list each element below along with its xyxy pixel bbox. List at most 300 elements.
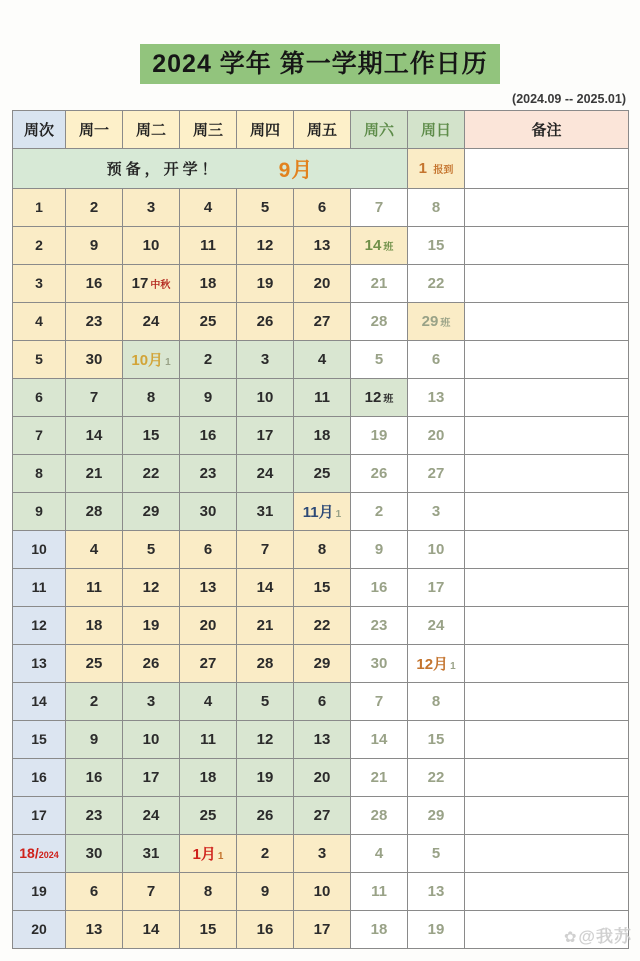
date-range-label: (2024.09 -- 2025.01) [512, 92, 626, 106]
day-cell-text: 9 [203, 388, 213, 406]
day-cell-text: 11 [200, 730, 216, 748]
week-number-cell [13, 303, 66, 341]
day-cell-text: 9 [374, 540, 384, 558]
day-cell [294, 417, 351, 455]
week-number-cell-text: 7 [35, 426, 43, 443]
calendar-week-row [13, 607, 629, 645]
watermark [564, 922, 632, 947]
day-cell-text: 8 [431, 198, 441, 216]
day-cell-text: 13 [313, 730, 331, 748]
page-header [0, 44, 640, 84]
week-number-cell [13, 341, 66, 379]
september-banner-cell [13, 149, 408, 189]
day-cell-text: 29 [421, 312, 439, 330]
day-cell [294, 721, 351, 759]
day-cell [66, 835, 123, 873]
week-number-cell [13, 873, 66, 911]
day-cell [408, 797, 465, 835]
day-cell-tag: 班 [383, 241, 394, 253]
day-cell [351, 531, 408, 569]
day-cell [180, 417, 237, 455]
day-cell [408, 265, 465, 303]
calendar-week-row [13, 873, 629, 911]
report-day-number: 1 [418, 159, 427, 177]
day-cell [408, 835, 465, 873]
remark-cell [465, 265, 629, 303]
day-cell [66, 759, 123, 797]
day-cell-text: 30 [370, 654, 388, 672]
day-cell-text: 21 [85, 464, 103, 482]
day-cell [408, 341, 465, 379]
day-cell-text: 22 [313, 616, 331, 634]
day-cell-text: 12 [256, 236, 274, 254]
day-cell-text: 11 [314, 388, 330, 406]
day-cell-text: 15 [427, 236, 445, 254]
day-cell [237, 379, 294, 417]
day-cell-text: 22 [142, 464, 160, 482]
day-cell [351, 759, 408, 797]
day-cell-text: 12 [364, 388, 382, 406]
calendar-week-row [13, 835, 629, 873]
day-cell-text: 19 [370, 426, 388, 444]
day-cell [237, 303, 294, 341]
calendar-week-row [13, 455, 629, 493]
day-cell [408, 379, 465, 417]
day-cell [237, 341, 294, 379]
day-cell-text: 4 [203, 198, 213, 216]
day-cell [180, 379, 237, 417]
week-number-cell-text: 12 [31, 616, 47, 633]
day-cell [408, 569, 465, 607]
day-cell-text: 24 [142, 312, 160, 330]
day-cell [351, 341, 408, 379]
day-cell-text: 30 [85, 350, 103, 368]
calendar-week-row [13, 303, 629, 341]
day-cell-text: 26 [142, 654, 160, 672]
day-cell [66, 911, 123, 949]
day-cell-text: 5 [374, 350, 384, 368]
header-saturday: 周六 [351, 111, 408, 149]
day-cell [408, 607, 465, 645]
day-cell [351, 645, 408, 683]
day-cell [123, 341, 180, 379]
week-number-cell [13, 721, 66, 759]
calendar-week-row [13, 417, 629, 455]
day-cell [237, 835, 294, 873]
week-number-cell-text: 13 [31, 654, 47, 671]
day-cell-text: 19 [142, 616, 160, 634]
day-cell [351, 797, 408, 835]
day-cell [180, 721, 237, 759]
day-cell [66, 189, 123, 227]
day-cell [408, 759, 465, 797]
day-cell-text: 26 [256, 312, 274, 330]
day-cell [66, 493, 123, 531]
day-cell [237, 569, 294, 607]
day-cell-text: 27 [199, 654, 217, 672]
day-cell-text: 2 [374, 502, 384, 520]
week-number-cell [13, 531, 66, 569]
day-cell [294, 569, 351, 607]
day-cell [123, 683, 180, 721]
week-number-cell [13, 683, 66, 721]
header-tuesday: 周二 [123, 111, 180, 149]
day-cell [351, 721, 408, 759]
page-title: 2024 学年 第一学期工作日历 [140, 44, 500, 84]
day-cell-text: 6 [317, 198, 327, 216]
day-cell-text: 20 [313, 768, 331, 786]
day-cell-text: 27 [427, 464, 445, 482]
day-cell-text: 17 [131, 274, 149, 292]
day-cell-text: 21 [370, 274, 388, 292]
day-cell [294, 607, 351, 645]
day-cell-text: 12 [256, 730, 274, 748]
day-cell [351, 379, 408, 417]
day-cell-text: 19 [256, 768, 274, 786]
day-cell-text: 5 [431, 844, 441, 862]
day-cell-text: 14 [256, 578, 274, 596]
day-cell-text: 13 [427, 388, 445, 406]
day-cell-text: 3 [431, 502, 441, 520]
day-cell [294, 911, 351, 949]
week-number-cell-text: 18/ [19, 844, 39, 861]
day-cell [66, 455, 123, 493]
week-number-cell-text: 11 [31, 578, 47, 595]
day-cell [408, 455, 465, 493]
day-cell-text: 15 [199, 920, 217, 938]
day-cell [408, 721, 465, 759]
day-cell [66, 303, 123, 341]
remark-cell [465, 569, 629, 607]
day-cell-text: 7 [89, 388, 99, 406]
day-cell-text: 2 [89, 692, 99, 710]
header-remark: 备注 [465, 111, 629, 149]
day-cell-text: 28 [370, 806, 388, 824]
day-cell-text: 1月 [192, 846, 216, 863]
day-cell-text: 25 [199, 806, 217, 824]
day-cell-text: 4 [317, 350, 327, 368]
day-cell-text: 3 [146, 198, 156, 216]
day-cell-text: 8 [317, 540, 327, 558]
day-cell-text: 23 [370, 616, 388, 634]
day-cell-text: 25 [313, 464, 331, 482]
day-cell-text: 7 [260, 540, 270, 558]
day-cell-text: 4 [203, 692, 213, 710]
day-cell-text: 14 [85, 426, 103, 444]
day-cell-text: 10 [142, 236, 160, 254]
day-cell-text: 10 [256, 388, 274, 406]
day-cell-text: 18 [85, 616, 103, 634]
remark-cell [465, 759, 629, 797]
week-number-cell-text: 5 [35, 350, 43, 367]
day-cell-text: 4 [374, 844, 384, 862]
remark-cell [465, 379, 629, 417]
day-cell-text: 20 [313, 274, 331, 292]
day-cell [351, 455, 408, 493]
day-cell [66, 265, 123, 303]
day-cell-text: 20 [199, 616, 217, 634]
day-cell [180, 265, 237, 303]
week-number-cell [13, 607, 66, 645]
day-cell [66, 227, 123, 265]
day-cell [123, 531, 180, 569]
week-number-cell [13, 493, 66, 531]
day-cell [123, 455, 180, 493]
week-number-cell-text: 9 [35, 502, 43, 519]
day-cell [294, 683, 351, 721]
day-cell [408, 683, 465, 721]
day-cell [180, 189, 237, 227]
day-cell [180, 493, 237, 531]
week-number-cell [13, 759, 66, 797]
day-cell [66, 683, 123, 721]
day-cell-text: 18 [370, 920, 388, 938]
day-cell [351, 189, 408, 227]
calendar-week-row [13, 759, 629, 797]
calendar-week-row [13, 379, 629, 417]
week-number-cell-text: 16 [31, 768, 47, 785]
remark-cell [465, 341, 629, 379]
calendar-week-row [13, 531, 629, 569]
day-cell-text: 23 [85, 312, 103, 330]
day-cell [237, 873, 294, 911]
day-cell-text: 14 [364, 236, 382, 254]
week-number-cell-text: 10 [31, 540, 47, 557]
day-cell [294, 797, 351, 835]
day-cell [180, 569, 237, 607]
calendar-week-row [13, 645, 629, 683]
week-number-cell [13, 645, 66, 683]
day-cell [351, 265, 408, 303]
day-cell [237, 455, 294, 493]
week-number-cell-text: 4 [35, 312, 43, 329]
week-number-cell [13, 455, 66, 493]
day-cell-text: 8 [431, 692, 441, 710]
day-cell [180, 607, 237, 645]
day-cell [294, 379, 351, 417]
calendar-week-row [13, 189, 629, 227]
school-start-note: 预备，开学！ [106, 161, 221, 178]
day-cell-text: 18 [313, 426, 331, 444]
day-cell-text: 15 [427, 730, 445, 748]
day-cell-text: 18 [199, 768, 217, 786]
day-cell-text: 16 [85, 274, 103, 292]
day-cell-text: 12月 [416, 656, 449, 673]
day-cell [237, 645, 294, 683]
day-cell-text: 14 [142, 920, 160, 938]
day-cell [294, 835, 351, 873]
day-cell-text: 22 [427, 768, 445, 786]
day-cell-text: 13 [85, 920, 103, 938]
day-cell [351, 303, 408, 341]
day-cell-text: 13 [199, 578, 217, 596]
day-cell [66, 607, 123, 645]
remark-cell [465, 227, 629, 265]
day-cell [123, 493, 180, 531]
day-cell [294, 759, 351, 797]
day-cell [123, 835, 180, 873]
day-cell [180, 227, 237, 265]
calendar-week-row [13, 721, 629, 759]
day-cell [237, 797, 294, 835]
wasu-flower-logo-icon: ✿ [563, 929, 578, 946]
calendar-week-row [13, 569, 629, 607]
week-number-cell [13, 189, 66, 227]
day-cell [180, 797, 237, 835]
semester-calendar-table [12, 110, 629, 949]
day-cell-text: 11月 [302, 504, 334, 521]
day-cell [123, 227, 180, 265]
day-cell [66, 873, 123, 911]
day-cell [180, 303, 237, 341]
day-cell [408, 417, 465, 455]
day-cell-tag: 1 [450, 661, 456, 672]
day-cell [294, 455, 351, 493]
day-cell-text: 13 [313, 236, 331, 254]
day-cell [408, 303, 465, 341]
day-cell [66, 417, 123, 455]
header-sunday: 周日 [408, 111, 465, 149]
day-cell-text: 17 [427, 578, 445, 596]
day-cell-text: 13 [427, 882, 445, 900]
day-cell [123, 417, 180, 455]
day-cell [66, 797, 123, 835]
day-cell [237, 759, 294, 797]
calendar-week-row [13, 797, 629, 835]
day-cell [237, 417, 294, 455]
day-cell [408, 645, 465, 683]
remark-cell [465, 531, 629, 569]
week-number-cell-text: 3 [35, 274, 43, 291]
day-cell-text: 4 [89, 540, 99, 558]
day-cell [351, 835, 408, 873]
week-number-cell-text: 19 [31, 882, 47, 899]
day-cell-text: 5 [260, 198, 270, 216]
header-thursday: 周四 [237, 111, 294, 149]
day-cell [408, 911, 465, 949]
header-friday: 周五 [294, 111, 351, 149]
day-cell-text: 10月 [131, 352, 164, 369]
day-cell [237, 531, 294, 569]
day-cell [351, 683, 408, 721]
day-cell [351, 911, 408, 949]
week-number-cell-text: 20 [31, 920, 47, 937]
day-cell-tag: 1 [165, 357, 171, 368]
report-day-tag: 报到 [433, 164, 454, 176]
day-cell-text: 2 [89, 198, 99, 216]
remark-cell [465, 455, 629, 493]
day-cell [180, 835, 237, 873]
day-cell-text: 15 [142, 426, 160, 444]
day-cell-text: 28 [370, 312, 388, 330]
remark-cell [465, 303, 629, 341]
september-banner-row [13, 149, 629, 189]
day-cell [294, 227, 351, 265]
day-cell [294, 341, 351, 379]
day-cell [351, 417, 408, 455]
day-cell-text: 27 [313, 312, 331, 330]
day-cell-text: 24 [142, 806, 160, 824]
day-cell [123, 607, 180, 645]
week-number-cell-text: 1 [35, 198, 43, 215]
day-cell [66, 645, 123, 683]
day-cell-text: 21 [370, 768, 388, 786]
day-cell-text: 8 [203, 882, 213, 900]
week-number-cell-text: 6 [35, 388, 43, 405]
day-cell-text: 6 [317, 692, 327, 710]
day-cell [237, 683, 294, 721]
day-cell-tag: 1 [217, 851, 224, 862]
day-cell-text: 5 [260, 692, 270, 710]
week-number-cell [13, 417, 66, 455]
report-day-cell [408, 149, 465, 189]
day-cell [351, 493, 408, 531]
calendar-body [13, 149, 629, 949]
day-cell [237, 911, 294, 949]
day-cell [351, 227, 408, 265]
week-number-cell-text: 14 [31, 692, 47, 709]
day-cell [237, 721, 294, 759]
remark-cell [465, 189, 629, 227]
day-cell-text: 22 [427, 274, 445, 292]
day-cell-text: 3 [260, 350, 270, 368]
day-cell [408, 493, 465, 531]
day-cell-text: 16 [256, 920, 274, 938]
day-cell [180, 341, 237, 379]
day-cell-text: 9 [89, 236, 99, 254]
day-cell [180, 683, 237, 721]
day-cell-text: 26 [256, 806, 274, 824]
remark-cell [465, 721, 629, 759]
day-cell-text: 9 [89, 730, 99, 748]
day-cell [180, 911, 237, 949]
september-month-label: 9月 [278, 158, 314, 182]
remark-cell [465, 683, 629, 721]
day-cell-text: 8 [146, 388, 156, 406]
calendar-week-row [13, 227, 629, 265]
day-cell-text: 31 [256, 502, 274, 520]
week-number-cell-text: 15 [31, 730, 47, 747]
day-cell-text: 11 [371, 882, 387, 900]
day-cell [294, 873, 351, 911]
day-cell-text: 11 [200, 236, 216, 254]
week-number-cell-text: 17 [31, 806, 47, 823]
week-number-cell [13, 911, 66, 949]
day-cell [123, 379, 180, 417]
day-cell [180, 759, 237, 797]
remark-cell [465, 607, 629, 645]
day-cell [351, 607, 408, 645]
day-cell-text: 31 [142, 844, 160, 862]
header-wednesday: 周三 [180, 111, 237, 149]
day-cell [408, 531, 465, 569]
day-cell-text: 10 [142, 730, 160, 748]
day-cell-text: 19 [427, 920, 445, 938]
day-cell-text: 25 [85, 654, 103, 672]
day-cell-tag: 中秋 [150, 279, 171, 291]
week-number-cell [13, 227, 66, 265]
day-cell-text: 23 [85, 806, 103, 824]
week-number-cell [13, 379, 66, 417]
day-cell [66, 379, 123, 417]
week-number-cell [13, 569, 66, 607]
day-cell [123, 759, 180, 797]
day-cell [294, 189, 351, 227]
day-cell-text: 19 [256, 274, 274, 292]
day-cell-text: 6 [431, 350, 441, 368]
calendar-header-row [13, 111, 629, 149]
day-cell-text: 7 [374, 198, 384, 216]
